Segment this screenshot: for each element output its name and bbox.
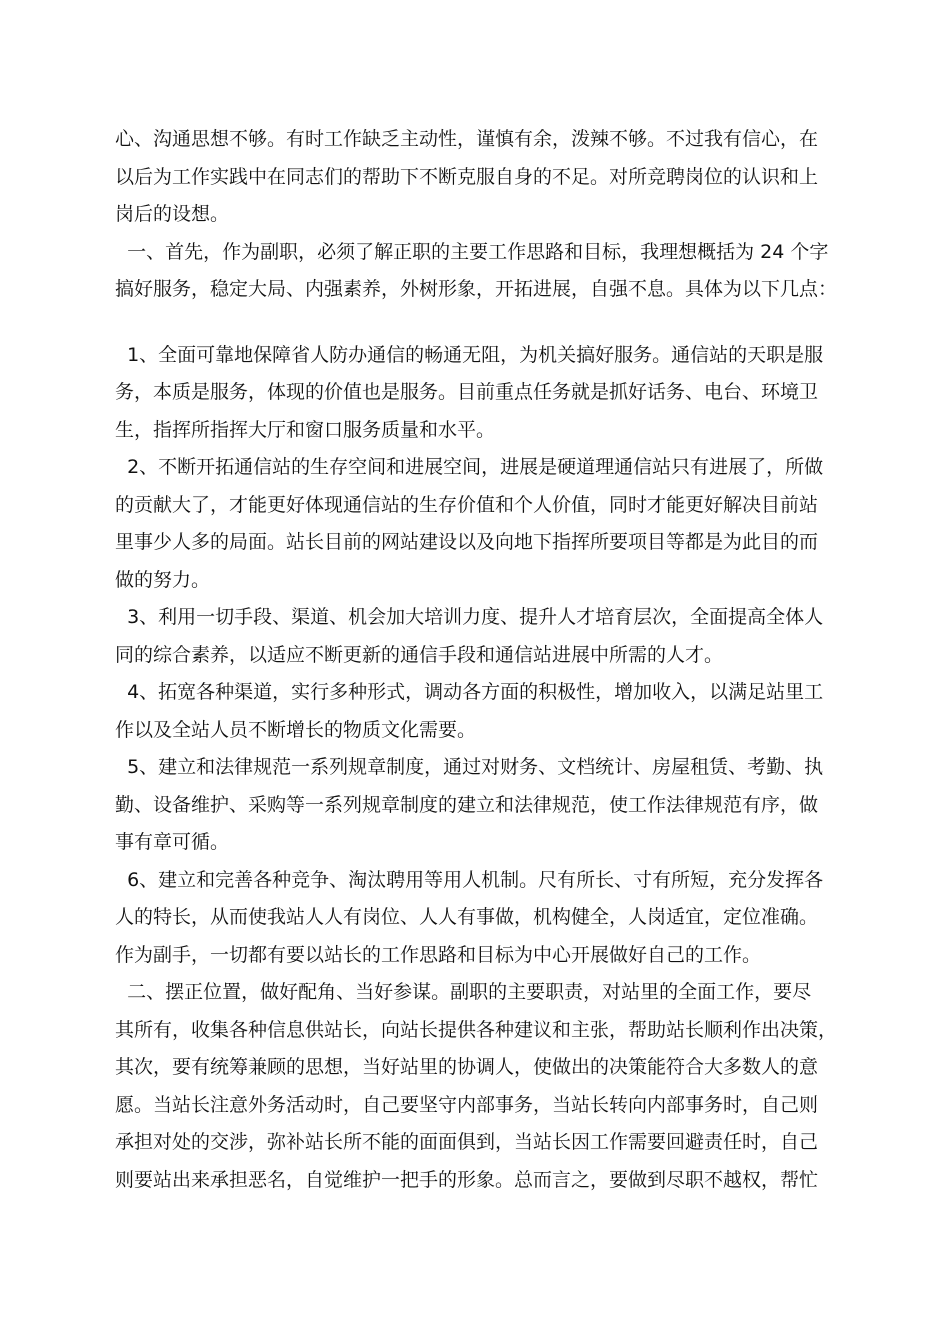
text-line: 事有章可循。 — [115, 831, 230, 853]
text-line: 其次，要有统筹兼顾的思想，当好站里的协调人，使做出的决策能符合大多数人的意 — [115, 1056, 819, 1078]
text-line: 4、拓宽各种渠道，实行多种形式，调动各方面的积极性，增加收入，以满足站里工 — [115, 681, 824, 703]
text-line: 则要站出来承担恶名，自觉维护一把手的形象。总而言之，要做到尽职不越权，帮忙 — [115, 1168, 819, 1191]
text-line: 作为副手，一切都有要以站长的工作思路和目标为中心开展做好自己的工作。 — [115, 943, 762, 966]
text-line: 心、沟通思想不够。有时工作缺乏主动性，谨慎有余，泼辣不够。不过我有信心，在 — [115, 128, 819, 150]
text-line: 搞好服务，稳定大局、内强素养，外树形象，开拓进展，自强不息。具体为以下几点： — [115, 278, 838, 300]
text-line: 以后为工作实践中在同志们的帮助下不断克服自身的不足。对所竞聘岗位的认识和上 — [115, 165, 819, 188]
text-line: 作以及全站人员不断增长的物质文化需要。 — [115, 718, 477, 741]
text-line: 同的综合素养，以适应不断更新的通信手段和通信站进展中所需的人才。 — [115, 643, 724, 666]
text-line: 1、全面可靠地保障省人防办通信的畅通无阻，为机关搞好服务。通信站的天职是服 — [115, 343, 824, 366]
text-line: 一、首先，作为副职，必须了解正职的主要工作思路和目标，我理想概括为 24 个字 — [115, 240, 829, 263]
text-line: 勤、设备维护、采购等一系列规章制度的建立和法律规范，使工作法律规范有序，做 — [115, 793, 819, 816]
text-line: 2、不断开拓通信站的生存空间和进展空间，进展是硬道理通信站只有进展了，所做 — [115, 456, 824, 478]
text-line: 二、摆正位置，做好配角、当好参谋。副职的主要职责，对站里的全面工作，要尽 — [115, 981, 812, 1003]
text-line: 其所有，收集各种信息供站长，向站长提供各种建议和主张，帮助站长顺利作出决策， — [115, 1018, 838, 1041]
document-body — [115, 121, 838, 1199]
text-line: 6、建立和完善各种竞争、淘汰聘用等用人机制。尺有所长、寸有所短，充分发挥各 — [115, 868, 824, 891]
text-line: 岗后的设想。 — [115, 203, 230, 225]
text-line: 3、利用一切手段、渠道、机会加大培训力度、提升人才培育层次，全面提高全体人 — [115, 606, 824, 628]
text-line: 愿。当站长注意外务活动时，自己要坚守内部事务，当站长转向内部事务时，自己则 — [115, 1093, 819, 1116]
text-line: 务，本质是服务，体现的价值也是服务。目前重点任务就是抓好话务、电台、环境卫 — [115, 381, 819, 403]
text-line: 人的特长，从而使我站人人有岗位、人人有事做，机构健全，人岗适宜，定位准确。 — [115, 906, 819, 928]
text-line: 承担对处的交涉，弥补站长所不能的面面俱到，当站长因工作需要回避责任时，自己 — [115, 1131, 819, 1153]
paragraph-gap — [115, 309, 835, 337]
text-line: 做的努力。 — [115, 568, 211, 591]
text-line: 的贡献大了，才能更好体现通信站的生存价值和个人价值，同时才能更好解决目前站 — [115, 493, 819, 516]
text-line: 生，指挥所指挥大厅和窗口服务质量和水平。 — [115, 418, 496, 441]
text-line: 里事少人多的局面。站长目前的网站建设以及向地下指挥所要项目等都是为此目的而 — [115, 531, 819, 553]
text-line: 5、建立和法律规范一系列规章制度，通过对财务、文档统计、房屋租赁、考勤、执 — [115, 756, 824, 778]
